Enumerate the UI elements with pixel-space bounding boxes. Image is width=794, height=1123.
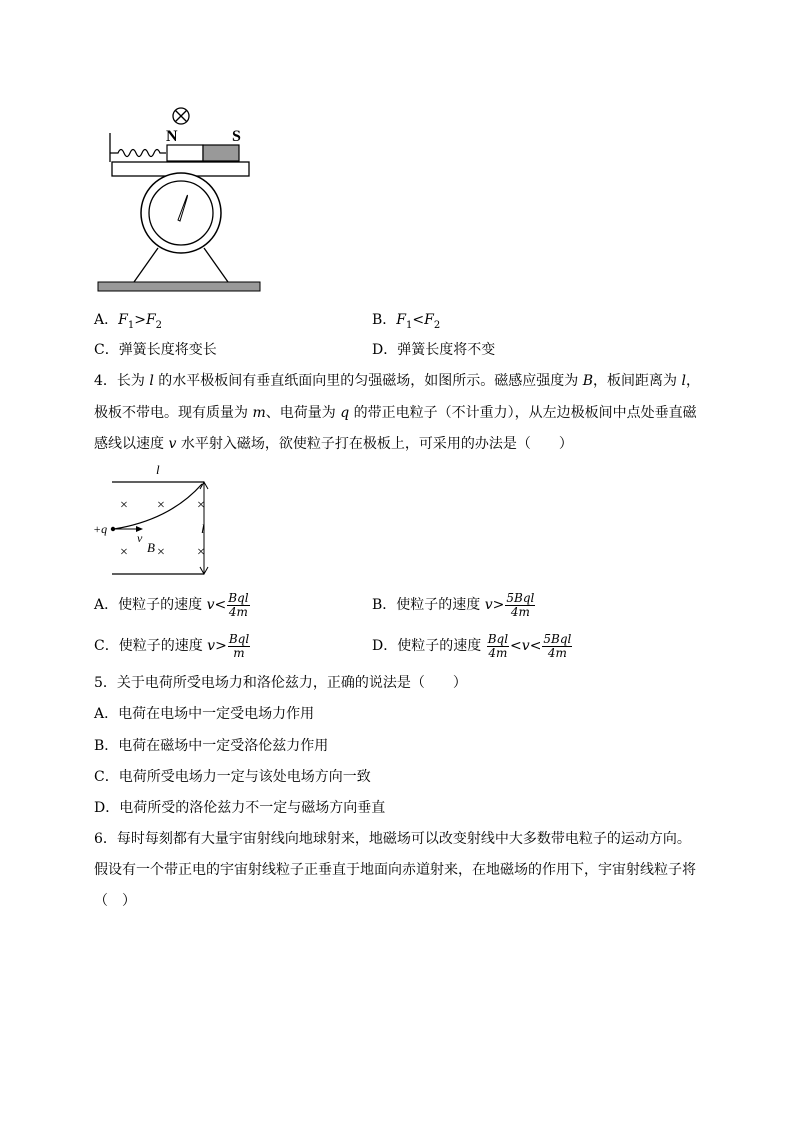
field-into-page-icon xyxy=(173,108,189,124)
magnet-s xyxy=(203,145,239,161)
q6-stem-line1: 6．每时每刻都有大量宇宙射线向地球射来，地磁场可以改变射线中大多数带电粒子的运动方向。 xyxy=(94,831,691,847)
q5-option-a: A．电荷在电场中一定受电场力作用 xyxy=(94,706,315,722)
q6-stem-line3: （ ） xyxy=(94,893,136,909)
velocity-label: v xyxy=(137,531,143,545)
particle-dot xyxy=(111,527,115,531)
q5-option-d: D．电荷所受的洛伦兹力不一定与磁场方向垂直 xyxy=(94,800,386,816)
field-cross: × xyxy=(120,498,128,513)
field-cross: × xyxy=(120,545,128,560)
spring xyxy=(110,150,166,157)
q5-option-c: C．电荷所受电场力一定与该处电场方向一致 xyxy=(94,769,371,785)
plates-field-figure xyxy=(90,462,220,578)
q3-option-b: B．$F_1<F_2$ xyxy=(372,312,441,331)
plate-gap-label: l xyxy=(201,521,205,536)
field-cross: × xyxy=(157,498,165,513)
scale-base xyxy=(98,282,260,291)
field-cross: × xyxy=(197,545,205,560)
q3-option-a: A．$F_1>F_2$ xyxy=(94,312,163,331)
q4-option-a: A．使粒子的速度 v< $\frac{\text{Bql}}{4m}$ xyxy=(94,590,249,619)
q4-option-c: C．使粒子的速度 v> $\frac{\text{Bql}}{m}$ xyxy=(94,631,250,660)
pole-s-label: S xyxy=(232,128,241,145)
q3-option-c: C．弹簧长度将变长 xyxy=(94,342,217,358)
q4-option-d: D．使粒子的速度 $\frac{\text{Bql}}{4m}$ <v< $\frac{\text{5Bql}}{4m}$ xyxy=(372,631,572,660)
particle-charge-label: +q xyxy=(93,522,108,536)
field-cross: × xyxy=(157,545,165,560)
q5-stem: 5．关于电荷所受电场力和洛伦兹力，正确的说法是（ ） xyxy=(94,675,467,691)
q4-stem-line3: 感线以速度 v 水平射入磁场，欲使粒子打在极板上，可采用的办法是（ ） xyxy=(94,436,573,452)
q6-stem-line2: 假设有一个带正电的宇宙射线粒子正垂直于地面向赤道射来，在地磁场的作用下，宇宙射线粒子将 xyxy=(94,862,696,878)
q5-option-b: B．电荷在磁场中一定受洛伦兹力作用 xyxy=(94,738,329,754)
plate-length-label: l xyxy=(156,462,160,477)
q4-option-b: B．使粒子的速度 v> $\frac{\text{5Bql}}{4m}$ xyxy=(372,590,535,619)
pole-n-label: N xyxy=(166,128,178,145)
q4-stem-line2: 极板不带电。现有质量为 m、电荷量为 q 的带正电粒子（不计重力），从左边极板间中点处垂直磁 xyxy=(94,405,697,421)
scale-magnet-figure xyxy=(90,100,270,295)
q3-option-d: D．弹簧长度将不变 xyxy=(372,342,496,358)
field-cross: × xyxy=(197,498,205,513)
field-b-label: B xyxy=(147,540,155,555)
magnet-n xyxy=(167,145,203,161)
q4-stem-line1: 4．长为 l 的水平极板间有垂直纸面向里的匀强磁场，如图所示。磁感应强度为 B，板间距离为 l， xyxy=(94,373,700,389)
